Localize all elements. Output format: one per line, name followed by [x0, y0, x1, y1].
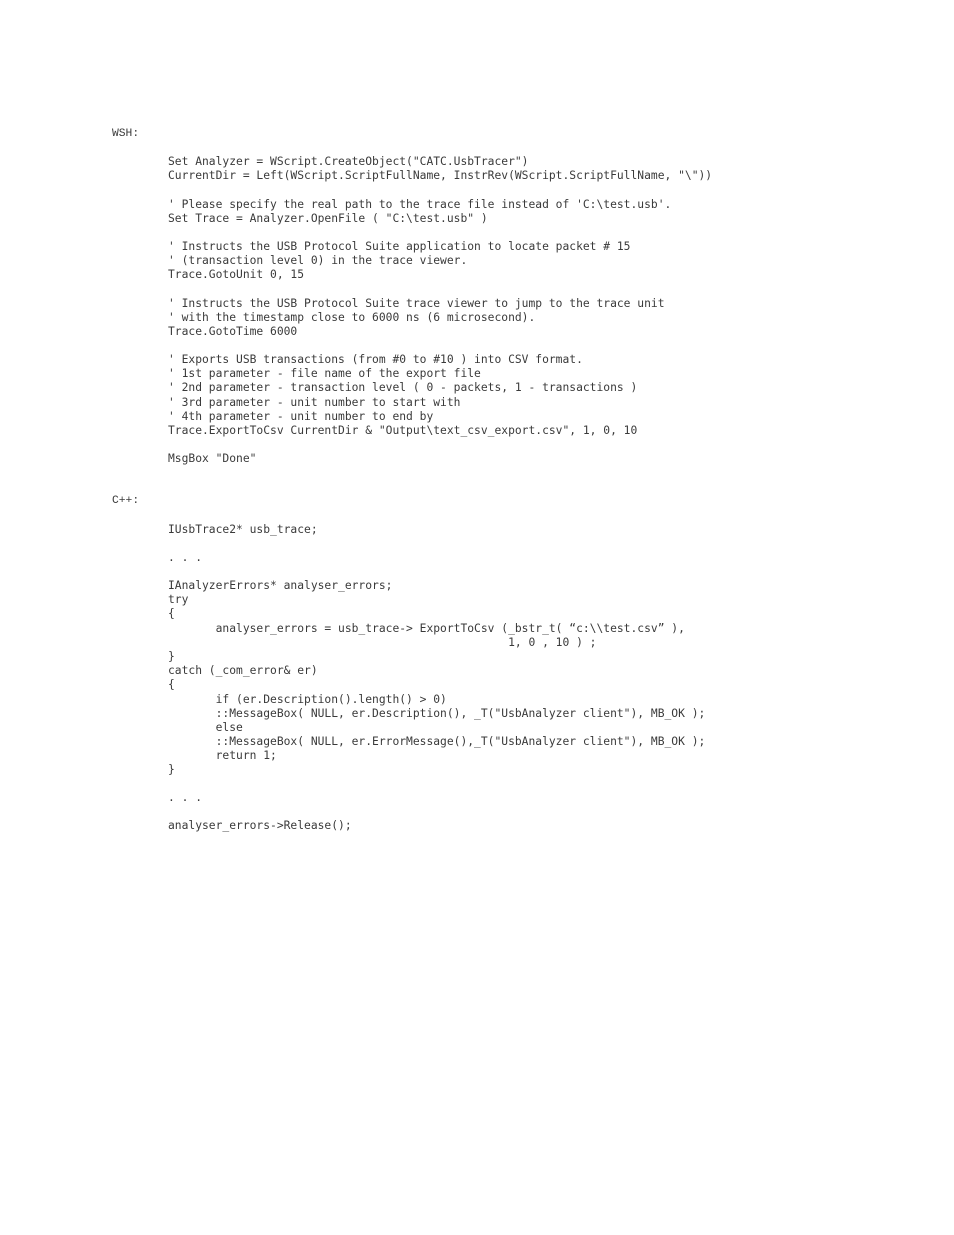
wsh-code-block-create-analyzer [168, 155, 712, 183]
wsh-code-block-msgbox [168, 452, 256, 466]
code-line: else [168, 720, 243, 734]
code-line: ' with the timestamp close to 6000 ns (6 microsecond). [168, 311, 536, 325]
wsh-code-block-export-csv [168, 353, 637, 438]
code-line: Set Trace = Analyzer.OpenFile ( "C:\test.usb" ) [168, 212, 488, 226]
wsh-code-block-goto-unit [168, 240, 631, 283]
code-line: ' (transaction level 0) in the trace viewer. [168, 254, 468, 268]
code-line: ::MessageBox( NULL, er.Description(), _T("UsbAnalyzer client"), MB_OK ); [168, 706, 706, 720]
code-line: ' Please specify the real path to the trace file instead of 'C:\test.usb'. [168, 198, 672, 211]
code-line: catch (_com_error& er) [168, 664, 318, 678]
code-line: ' Instructs the USB Protocol Suite application to locate packet # 15 [168, 240, 631, 253]
code-line: IUsbTrace2* usb_trace; [168, 523, 318, 536]
wsh-heading: WSH: [112, 128, 140, 140]
code-line: Trace.GotoUnit 0, 15 [168, 268, 305, 282]
code-line: } [168, 763, 175, 777]
code-line: ' Exports USB transactions (from #0 to #10 ) into CSV format. [168, 353, 583, 366]
code-line: Trace.GotoTime 6000 [168, 325, 298, 339]
wsh-code-block-open-file [168, 198, 671, 226]
cpp-code-block-ellipsis [168, 551, 202, 565]
code-line: ' 3rd parameter - unit number to start with [168, 395, 461, 409]
cpp-heading: C++: [112, 495, 140, 507]
code-line: return 1; [168, 749, 277, 763]
code-line: { [168, 607, 175, 621]
code-line: { [168, 678, 175, 692]
code-line: } [168, 649, 175, 663]
code-line: MsgBox "Done" [168, 452, 257, 465]
cpp-code-block-ellipsis [168, 791, 202, 805]
code-line: . . . [168, 551, 203, 564]
cpp-code-block-declaration [168, 523, 318, 537]
code-line: . . . [168, 791, 203, 804]
code-line: 1, 0 , 10 ) ; [168, 635, 597, 649]
cpp-code-block-release [168, 819, 352, 833]
code-line: analyser_errors = usb_trace-> ExportToCsv (_bstr_t( “c:\\test.csv” ), [168, 621, 685, 635]
code-line: try [168, 593, 189, 607]
code-line: ' 4th parameter - unit number to end by [168, 409, 434, 423]
code-line: ' 2nd parameter - transaction level ( 0 - packets, 1 - transactions ) [168, 381, 638, 395]
code-line: ' Instructs the USB Protocol Suite trace viewer to jump to the trace unit [168, 297, 665, 310]
cpp-code-block-try-catch [168, 579, 705, 778]
code-line: ' 1st parameter - file name of the export file [168, 367, 481, 381]
code-line: analyser_errors->Release(); [168, 819, 352, 832]
code-line: IAnalyzerErrors* analyser_errors; [168, 579, 393, 592]
wsh-code-block-goto-time [168, 297, 665, 340]
code-line: CurrentDir = Left(WScript.ScriptFullName, InstrRev(WScript.ScriptFullName, "\")) [168, 169, 713, 183]
code-line: Trace.ExportToCsv CurrentDir & "Output\text_csv_export.csv", 1, 0, 10 [168, 423, 638, 437]
code-line: Set Analyzer = WScript.CreateObject("CATC.UsbTracer") [168, 155, 529, 168]
code-line: if (er.Description().length() > 0) [168, 692, 447, 706]
code-line: ::MessageBox( NULL, er.ErrorMessage(),_T("UsbAnalyzer client"), MB_OK ); [168, 735, 706, 749]
